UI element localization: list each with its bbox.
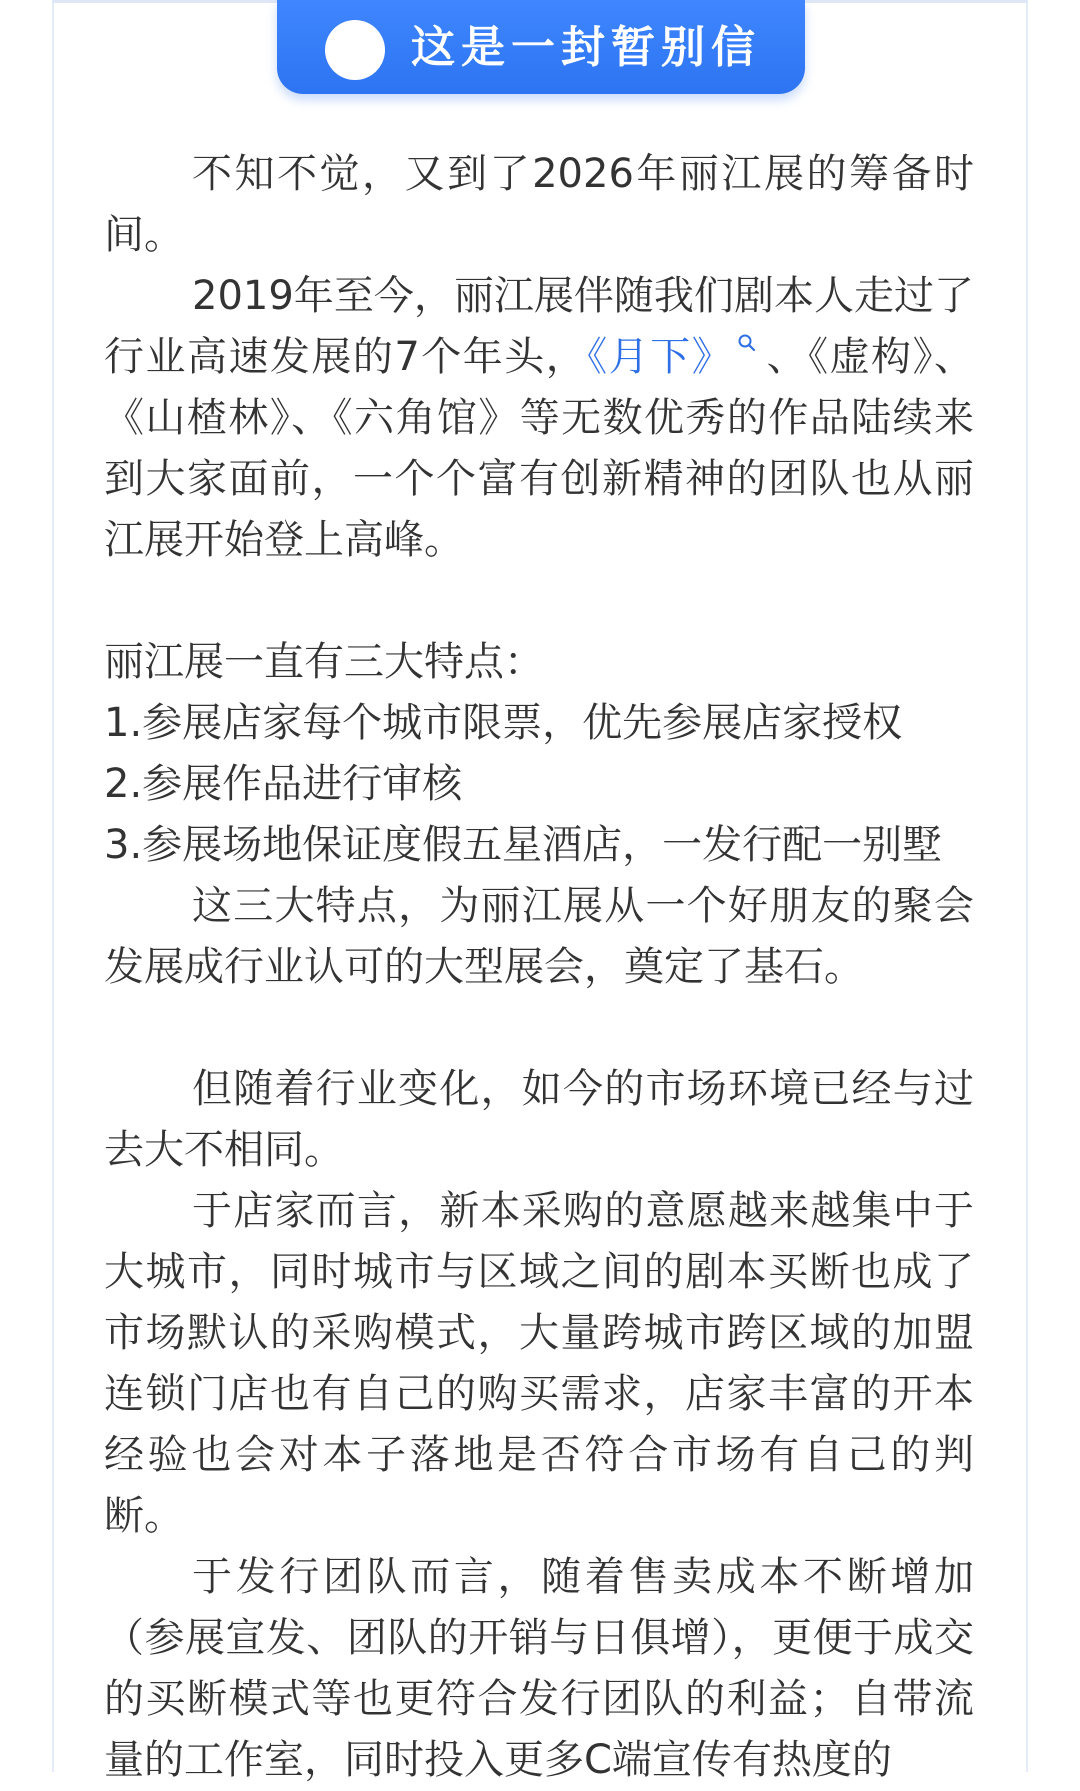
paragraph-intro: 不知不觉，又到了2026年丽江展的筹备时间。 <box>104 151 974 258</box>
banner-circle-decoration <box>325 20 385 80</box>
paragraph-history-text-1: 2019年至今，丽江展伴随我们剧本人走过了行业高速发展的7个年头， <box>104 273 974 380</box>
paragraph-publishers: 于发行团队而言，随着售卖成本不断增加（参展宣发、团队的开销与日俱增），更便于成交的买断模式等也更符合发行团队的利益；自带流量的工作室，同时投入更多C端宣传有热度的 <box>104 1554 974 1783</box>
feature-item-3: 3.参展场地保证度假五星酒店，一发行配一别墅 <box>104 822 943 868</box>
features-title: 丽江展一直有三大特点： <box>104 639 544 685</box>
paragraph-history-text-2: 、《虚构》、《山楂林》、《六角馆》等无数优秀的作品陆续来到大家面前，一个个富有创新精神的团队也从丽江展开始登上高峰。 <box>104 334 975 563</box>
paragraph-stores: 于店家而言，新本采购的意愿越来越集中于大城市，同时城市与区域之间的剧本买断也成了市场默认的采购模式，大量跨城市跨区域的加盟连锁门店也有自己的购买需求，店家丰富的开本经验也会对本子落地是否符合市场有自己的判断。 <box>104 1188 974 1539</box>
spacer <box>104 571 974 632</box>
search-icon[interactable] <box>737 333 757 353</box>
banner-title: 这是一封暂别信 <box>411 22 761 73</box>
paragraph-foundation: 这三大特点，为丽江展从一个好朋友的聚会发展成行业认可的大型展会，奠定了基石。 <box>104 883 974 990</box>
paragraph-market-change: 但随着行业变化，如今的市场环境已经与过去大不相同。 <box>104 1066 974 1173</box>
feature-item-2: 2.参展作品进行审核 <box>104 761 463 807</box>
title-banner <box>277 0 805 94</box>
article-body <box>104 144 974 1791</box>
script-link-yuexia[interactable]: 《月下》 <box>587 334 734 380</box>
spacer <box>104 998 974 1059</box>
paragraph-history <box>104 266 974 571</box>
feature-item-1: 1.参展店家每个城市限票，优先参展店家授权 <box>104 700 903 746</box>
